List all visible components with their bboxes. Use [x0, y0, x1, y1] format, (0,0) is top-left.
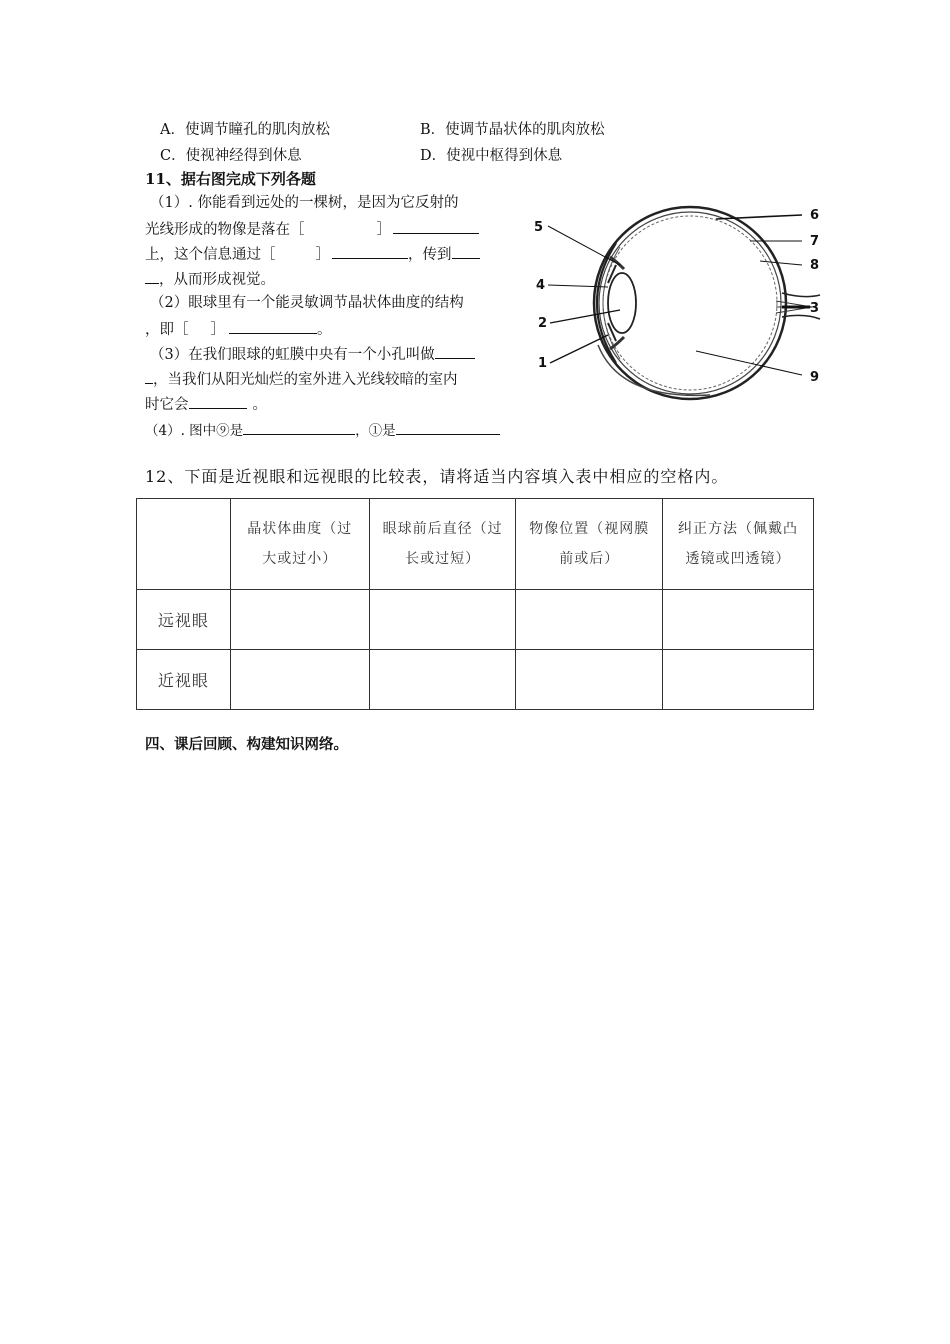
q11-p3-line3-tail: 。 — [252, 397, 267, 413]
option-c: C．使视神经得到休息 — [160, 148, 302, 164]
q11-p3-line2 — [145, 369, 458, 389]
answer-blank[interactable] — [435, 344, 475, 359]
answer-blank[interactable] — [145, 369, 153, 384]
table-header-row — [137, 499, 814, 590]
table-row — [137, 590, 814, 650]
q11-title: 11、据右图完成下列各题 — [145, 170, 316, 188]
answer-blank[interactable] — [243, 420, 355, 435]
sclera-outer — [594, 207, 786, 399]
table-cell[interactable] — [369, 650, 516, 710]
eye-label-8: 8 — [810, 258, 820, 273]
table-header-cell: 晶状体曲度（过大或过小） — [230, 499, 369, 590]
q11-p1-line3 — [145, 244, 480, 264]
q12-title: 12、下面是近视眼和远视眼的比较表，请将适当内容填入表中相应的空格内。 — [145, 467, 729, 486]
answer-blank[interactable] — [396, 420, 500, 435]
answer-blank[interactable] — [332, 244, 408, 259]
q11-p3-line2-text: ，当我们从阳光灿烂的室外进入光线较暗的室内 — [153, 372, 458, 388]
q11-p4 — [145, 420, 500, 440]
row-label: 近视眼 — [137, 650, 231, 710]
answer-blank[interactable] — [145, 269, 159, 284]
option-a: A．使调节瞳孔的肌肉放松 — [160, 122, 330, 138]
leader-line — [696, 351, 802, 375]
q11-p2-bracket: ］ — [210, 322, 225, 338]
row-label: 远视眼 — [137, 590, 231, 650]
table-header-cell — [137, 499, 231, 590]
q11-p4-text2: ，①是 — [355, 423, 396, 439]
leader-line — [760, 261, 802, 265]
answer-blank[interactable] — [452, 244, 480, 259]
q11-p3-line1-text: （3）在我们眼球的虹膜中央有一个小孔叫做 — [150, 347, 435, 363]
table-cell[interactable] — [230, 590, 369, 650]
q11-p1-line3-bracket: ］ — [315, 247, 330, 263]
eye-label-7: 7 — [810, 234, 820, 249]
answer-blank[interactable] — [393, 219, 479, 234]
q11-p1-line3-text: 上，这个信息通过［ — [145, 247, 276, 263]
eye-diagram — [520, 195, 830, 405]
section4-title: 四、课后回顾、构建知识网络。 — [145, 736, 348, 753]
q11-p2-line2-tail: 。 — [317, 322, 332, 338]
answer-blank[interactable] — [229, 319, 317, 334]
table-cell[interactable] — [230, 650, 369, 710]
q11-p1-line2 — [145, 219, 479, 239]
q11-p3-line1 — [150, 344, 475, 364]
eye-label-4: 4 — [536, 278, 546, 293]
q11-p1-line4-text: ，从而形成视觉。 — [159, 272, 275, 288]
table-cell[interactable] — [369, 590, 516, 650]
leader-line — [548, 226, 620, 265]
q11-p1-line2-text: 光线形成的物像是落在［ — [145, 222, 305, 238]
q11-p1-line1: （1）. 你能看到远处的一棵树，是因为它反射的 — [150, 195, 459, 211]
eye-label-5: 5 — [534, 220, 544, 235]
eye-label-9: 9 — [810, 370, 820, 385]
lens — [608, 273, 636, 333]
option-d: D．使视中枢得到休息 — [420, 148, 563, 164]
comparison-table — [136, 498, 814, 710]
table-cell[interactable] — [663, 650, 814, 710]
table-header-cell: 物像位置（视网膜前或后） — [516, 499, 663, 590]
q11-p2-line1: （2）眼球里有一个能灵敏调节晶状体曲度的结构 — [150, 295, 464, 311]
q11-p3-line3-text: 时它会 — [145, 397, 189, 413]
eye-label-6: 6 — [810, 208, 820, 223]
table-cell[interactable] — [516, 590, 663, 650]
eye-label-1: 1 — [538, 356, 548, 371]
eye-label-2: 2 — [538, 316, 548, 331]
eye-label-3: 3 — [810, 301, 820, 316]
table-header-cell: 眼球前后直径（过长或过短） — [369, 499, 516, 590]
table-cell[interactable] — [516, 650, 663, 710]
q11-p2-line2 — [145, 319, 332, 339]
choroid — [599, 212, 781, 394]
q11-p1-bracket-close: ］ — [376, 222, 391, 238]
option-b: B．使调节晶状体的肌肉放松 — [420, 122, 605, 138]
answer-blank[interactable] — [189, 394, 247, 409]
q11-p1-line4 — [145, 269, 275, 289]
q11-p4-text: （4）. 图中⑨是 — [145, 423, 244, 439]
table-header-cell: 纠正方法（佩戴凸透镜或凹透镜） — [663, 499, 814, 590]
q11-p2-line2-text: ，即［ — [145, 322, 189, 338]
q11-p3-line3 — [145, 394, 267, 414]
table-row — [137, 650, 814, 710]
q11-p1-line3-tail: ，传到 — [408, 247, 452, 263]
optic-nerve-top — [782, 293, 820, 297]
table-cell[interactable] — [663, 590, 814, 650]
lower-lid — [598, 345, 710, 395]
